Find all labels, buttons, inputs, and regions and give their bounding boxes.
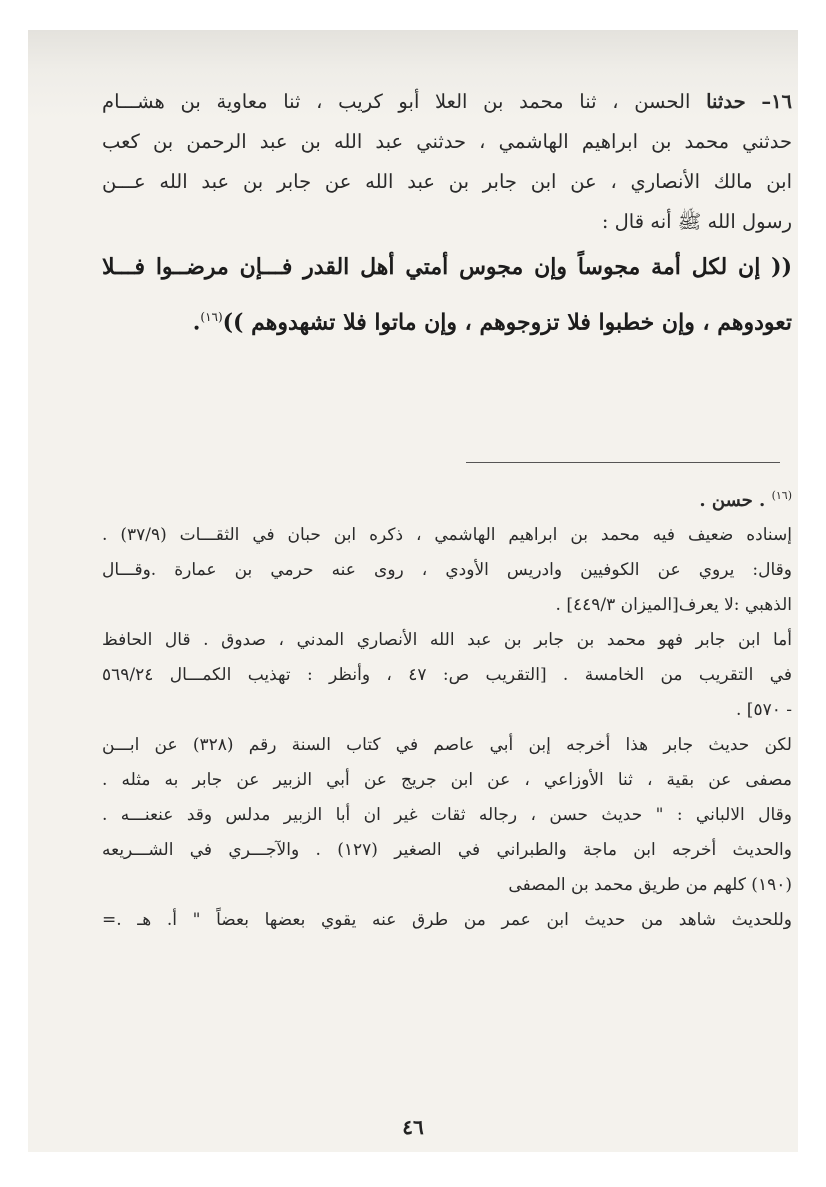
isnad-line: حدثني محمد بن ابراهيم الهاشمي ، حدثني عبد الله بن عبد الرحمن بن كعب [102,130,792,153]
footnote-line: إسناده ضعيف فيه محمد بن ابراهيم الهاشمي ، ذكره ابن حبان في الثقـــات (٣٧/٩) . [102,525,792,545]
page-number: ٤٦ [402,1115,424,1139]
matn-line-last [102,292,792,347]
footnote-line: (١٩٠) كلهم من طريق محمد بن المصفى [508,875,792,895]
hadith-opening: حدثنا [706,90,746,113]
footnote-number: (١٦) [771,489,792,502]
footnote-line: - ٥٧٠] . [735,700,792,720]
footnote-line: أما ابن جابر فهو محمد بن جابر بن عبد الله الأنصاري المدني ، صدوق . قال الحافظ [102,630,792,650]
isnad-line: رسول الله ﷺ أنه قال : [601,210,792,233]
hadith-line-1 [102,82,792,122]
footnote-grade-line [102,478,792,518]
scanned-page [28,30,798,1152]
footnote-grade: . حسن . [699,490,766,511]
hadith-number: ١٦ [771,90,793,113]
footnote-line: وقال الالباني : " حديث حسن ، رجاله ثقات غير ان أبا الزبير مدلس وقد عنعنـــه . [102,805,792,825]
footnote-line: وللحديث شاهد من حديث ابن عمر من طرق عنه يقوي بعضها بعضاً " أ. هـ .= [102,910,792,930]
matn-text: تعودوهم ، وإن خطبوا فلا تزوجوهم ، وإن ماتوا فلا تشهدوهم )) [222,309,792,336]
footnote-line: وقال: يروي عن الكوفيين وادريس الأودي ، روى عنه حرمي بن عمارة .وقـــال [102,560,792,580]
hadith-dash: – [761,90,772,113]
footnote-line: لكن حديث جابر هذا أخرجه إبن أبي عاصم في كتاب السنة رقم (٣٢٨) عن ابـــن [102,735,792,755]
isnad-line: ابن مالك الأنصاري ، عن ابن جابر بن عبد الله عن جابر بن عبد الله عـــن [102,170,792,193]
footnote-separator [466,462,780,463]
isnad-text: الحسن ، ثنا محمد بن العلا أبو كريب ، ثنا معاوية بن هشـــام [102,90,691,113]
hadith-text [102,82,792,347]
footnote-line: الذهبي :لا يعرف[الميزان ٤٤٩/٣] . [555,595,792,615]
end-mark: . [192,309,201,336]
footnote-line: مصفى عن بقية ، ثنا الأوزاعي ، عن ابن جريج عن أبي الزبير عن جابر به مثله . [102,770,792,790]
footnote-reference: (١٦) [200,310,223,324]
matn-line: (( إن لكل أمة مجوساً وإن مجوس أمتي أهل القدر فـــإن مرضــوا فـــلا [102,254,792,280]
footnote-line: والحديث أخرجه ابن ماجة والطبراني في الصغير (١٢٧) . والآجـــري في الشـــريعه [102,840,792,860]
footnote-line: في التقريب من الخامسة . [التقريب ص: ٤٧ ، وأنظر : تهذيب الكمـــال ٥٦٩/٢٤ [102,665,792,685]
footnote-block [102,478,792,938]
